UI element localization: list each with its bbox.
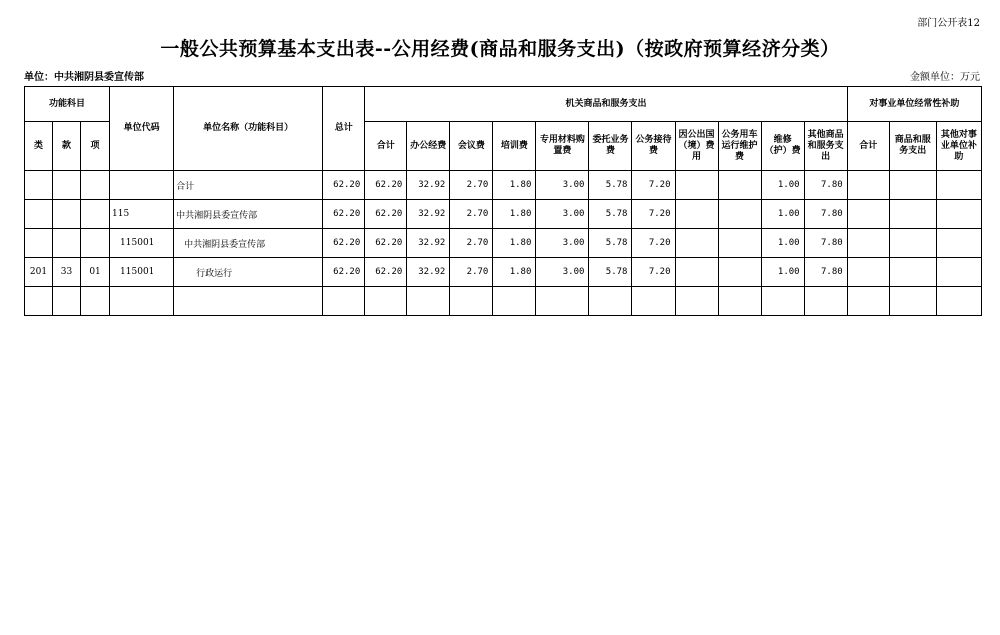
cell-agency-value xyxy=(718,258,761,287)
cell-agency-value: 1.80 xyxy=(493,200,536,229)
header-agency-col: 因公出国（境）费用 xyxy=(675,122,718,171)
cell-unit-code: 115001 xyxy=(110,258,174,287)
cell-subsidy-value xyxy=(847,229,889,258)
cell-unit-name: 合计 xyxy=(174,171,323,200)
cell-agency-value xyxy=(365,287,407,316)
cell-agency-value xyxy=(675,229,718,258)
cell-lei xyxy=(25,171,53,200)
header-subsidy-col: 合计 xyxy=(847,122,889,171)
cell-agency-value: 3.00 xyxy=(536,258,589,287)
table-row xyxy=(25,171,982,200)
cell-unit-name: 中共湘阴县委宣传部 xyxy=(174,200,323,229)
header-agency-col: 办公经费 xyxy=(407,122,450,171)
table-row xyxy=(25,200,982,229)
cell-agency-value: 7.80 xyxy=(804,229,847,258)
header-agency-col: 专用材料购置费 xyxy=(536,122,589,171)
cell-agency-value xyxy=(450,287,493,316)
cell-agency-value: 2.70 xyxy=(450,200,493,229)
cell-agency-value: 1.00 xyxy=(761,171,804,200)
header-agency-group: 机关商品和服务支出 xyxy=(365,87,847,122)
cell-agency-value: 2.70 xyxy=(450,258,493,287)
header-agency-col: 其他商品和服务支出 xyxy=(804,122,847,171)
table-row xyxy=(25,229,982,258)
cell-agency-value: 3.00 xyxy=(536,171,589,200)
cell-lei: 201 xyxy=(25,258,53,287)
cell-agency-value xyxy=(761,287,804,316)
header-subsidy-group: 对事业单位经常性补助 xyxy=(847,87,981,122)
cell-agency-value: 3.00 xyxy=(536,229,589,258)
header-func-subject: 功能科目 xyxy=(25,87,110,122)
cell-total xyxy=(323,287,365,316)
cell-subsidy-value xyxy=(889,200,936,229)
cell-agency-value: 32.92 xyxy=(407,258,450,287)
cell-subsidy-value xyxy=(936,287,981,316)
cell-lei xyxy=(25,200,53,229)
cell-subsidy-value xyxy=(847,200,889,229)
header-kuan: 款 xyxy=(53,122,81,171)
header-unit-code: 单位代码 xyxy=(110,87,174,171)
cell-agency-value xyxy=(493,287,536,316)
cell-subsidy-value xyxy=(847,258,889,287)
cell-subsidy-value xyxy=(936,258,981,287)
cell-agency-value: 7.80 xyxy=(804,258,847,287)
cell-agency-value xyxy=(718,171,761,200)
cell-total: 62.20 xyxy=(323,229,365,258)
cell-subsidy-value xyxy=(889,287,936,316)
cell-agency-value xyxy=(718,229,761,258)
header-lei: 类 xyxy=(25,122,53,171)
cell-agency-value: 7.20 xyxy=(632,258,675,287)
cell-agency-value: 1.80 xyxy=(493,258,536,287)
cell-agency-value xyxy=(589,287,632,316)
header-agency-col: 培训费 xyxy=(493,122,536,171)
cell-agency-value: 7.20 xyxy=(632,171,675,200)
cell-total: 62.20 xyxy=(323,171,365,200)
cell-agency-value: 5.78 xyxy=(589,258,632,287)
cell-subsidy-value xyxy=(936,171,981,200)
header-agency-col: 合计 xyxy=(365,122,407,171)
cell-xiang: 01 xyxy=(81,258,110,287)
cell-subsidy-value xyxy=(936,200,981,229)
cell-agency-value: 5.78 xyxy=(589,200,632,229)
cell-xiang xyxy=(81,287,110,316)
cell-lei xyxy=(25,229,53,258)
cell-agency-value: 1.00 xyxy=(761,200,804,229)
table-number-tag: 部门公开表12 xyxy=(917,18,980,29)
cell-kuan: 33 xyxy=(53,258,81,287)
header-subsidy-col: 其他对事业单位补助 xyxy=(936,122,981,171)
header-agency-col: 维修（护）费 xyxy=(761,122,804,171)
cell-subsidy-value xyxy=(847,287,889,316)
cell-agency-value: 7.80 xyxy=(804,171,847,200)
cell-agency-value xyxy=(632,287,675,316)
cell-agency-value xyxy=(675,287,718,316)
cell-agency-value: 1.00 xyxy=(761,258,804,287)
header-agency-col: 委托业务费 xyxy=(589,122,632,171)
cell-subsidy-value xyxy=(889,258,936,287)
cell-unit-name xyxy=(174,287,323,316)
cell-agency-value xyxy=(536,287,589,316)
cell-kuan xyxy=(53,171,81,200)
cell-agency-value xyxy=(675,200,718,229)
cell-unit-name: 中共湘阴县委宣传部 xyxy=(174,229,323,258)
cell-unit-name: 行政运行 xyxy=(174,258,323,287)
cell-agency-value: 32.92 xyxy=(407,171,450,200)
cell-agency-value xyxy=(675,171,718,200)
table-row xyxy=(25,258,982,287)
cell-agency-value: 1.80 xyxy=(493,229,536,258)
page-title: 一般公共预算基本支出表--公用经费(商品和服务支出)（按政府预算经济分类） xyxy=(160,38,840,60)
cell-subsidy-value xyxy=(936,229,981,258)
cell-total: 62.20 xyxy=(323,200,365,229)
cell-unit-code xyxy=(110,171,174,200)
cell-xiang xyxy=(81,229,110,258)
header-subsidy-col: 商品和服务支出 xyxy=(889,122,936,171)
cell-agency-value xyxy=(675,258,718,287)
header-agency-col: 公务用车运行维护费 xyxy=(718,122,761,171)
cell-unit-code: 115 xyxy=(110,200,174,229)
cell-agency-value: 62.20 xyxy=(365,229,407,258)
cell-lei xyxy=(25,287,53,316)
cell-agency-value xyxy=(804,287,847,316)
cell-agency-value: 62.20 xyxy=(365,171,407,200)
cell-agency-value: 62.20 xyxy=(365,200,407,229)
cell-xiang xyxy=(81,171,110,200)
cell-subsidy-value xyxy=(889,229,936,258)
cell-kuan xyxy=(53,200,81,229)
budget-table xyxy=(24,86,982,316)
cell-agency-value: 3.00 xyxy=(536,200,589,229)
cell-agency-value: 2.70 xyxy=(450,229,493,258)
cell-agency-value xyxy=(407,287,450,316)
cell-subsidy-value xyxy=(847,171,889,200)
cell-xiang xyxy=(81,200,110,229)
unit-label: 单位：中共湘阴县委宣传部 xyxy=(24,72,144,83)
cell-unit-code: 115001 xyxy=(110,229,174,258)
cell-agency-value: 1.80 xyxy=(493,171,536,200)
cell-agency-value: 1.00 xyxy=(761,229,804,258)
cell-agency-value: 7.20 xyxy=(632,229,675,258)
cell-agency-value: 5.78 xyxy=(589,229,632,258)
cell-agency-value: 32.92 xyxy=(407,229,450,258)
header-agency-col: 公务接待费 xyxy=(632,122,675,171)
cell-agency-value: 62.20 xyxy=(365,258,407,287)
cell-total: 62.20 xyxy=(323,258,365,287)
cell-agency-value xyxy=(718,200,761,229)
cell-kuan xyxy=(53,229,81,258)
cell-agency-value: 2.70 xyxy=(450,171,493,200)
header-total: 总计 xyxy=(323,87,365,171)
cell-subsidy-value xyxy=(889,171,936,200)
cell-agency-value: 32.92 xyxy=(407,200,450,229)
cell-agency-value: 7.80 xyxy=(804,200,847,229)
header-unit-name: 单位名称（功能科目） xyxy=(174,87,323,171)
header-xiang: 项 xyxy=(81,122,110,171)
amount-unit-label: 金额单位：万元 xyxy=(910,72,980,83)
cell-kuan xyxy=(53,287,81,316)
header-agency-col: 会议费 xyxy=(450,122,493,171)
cell-unit-code xyxy=(110,287,174,316)
cell-agency-value: 5.78 xyxy=(589,171,632,200)
table-row xyxy=(25,287,982,316)
cell-agency-value: 7.20 xyxy=(632,200,675,229)
cell-agency-value xyxy=(718,287,761,316)
